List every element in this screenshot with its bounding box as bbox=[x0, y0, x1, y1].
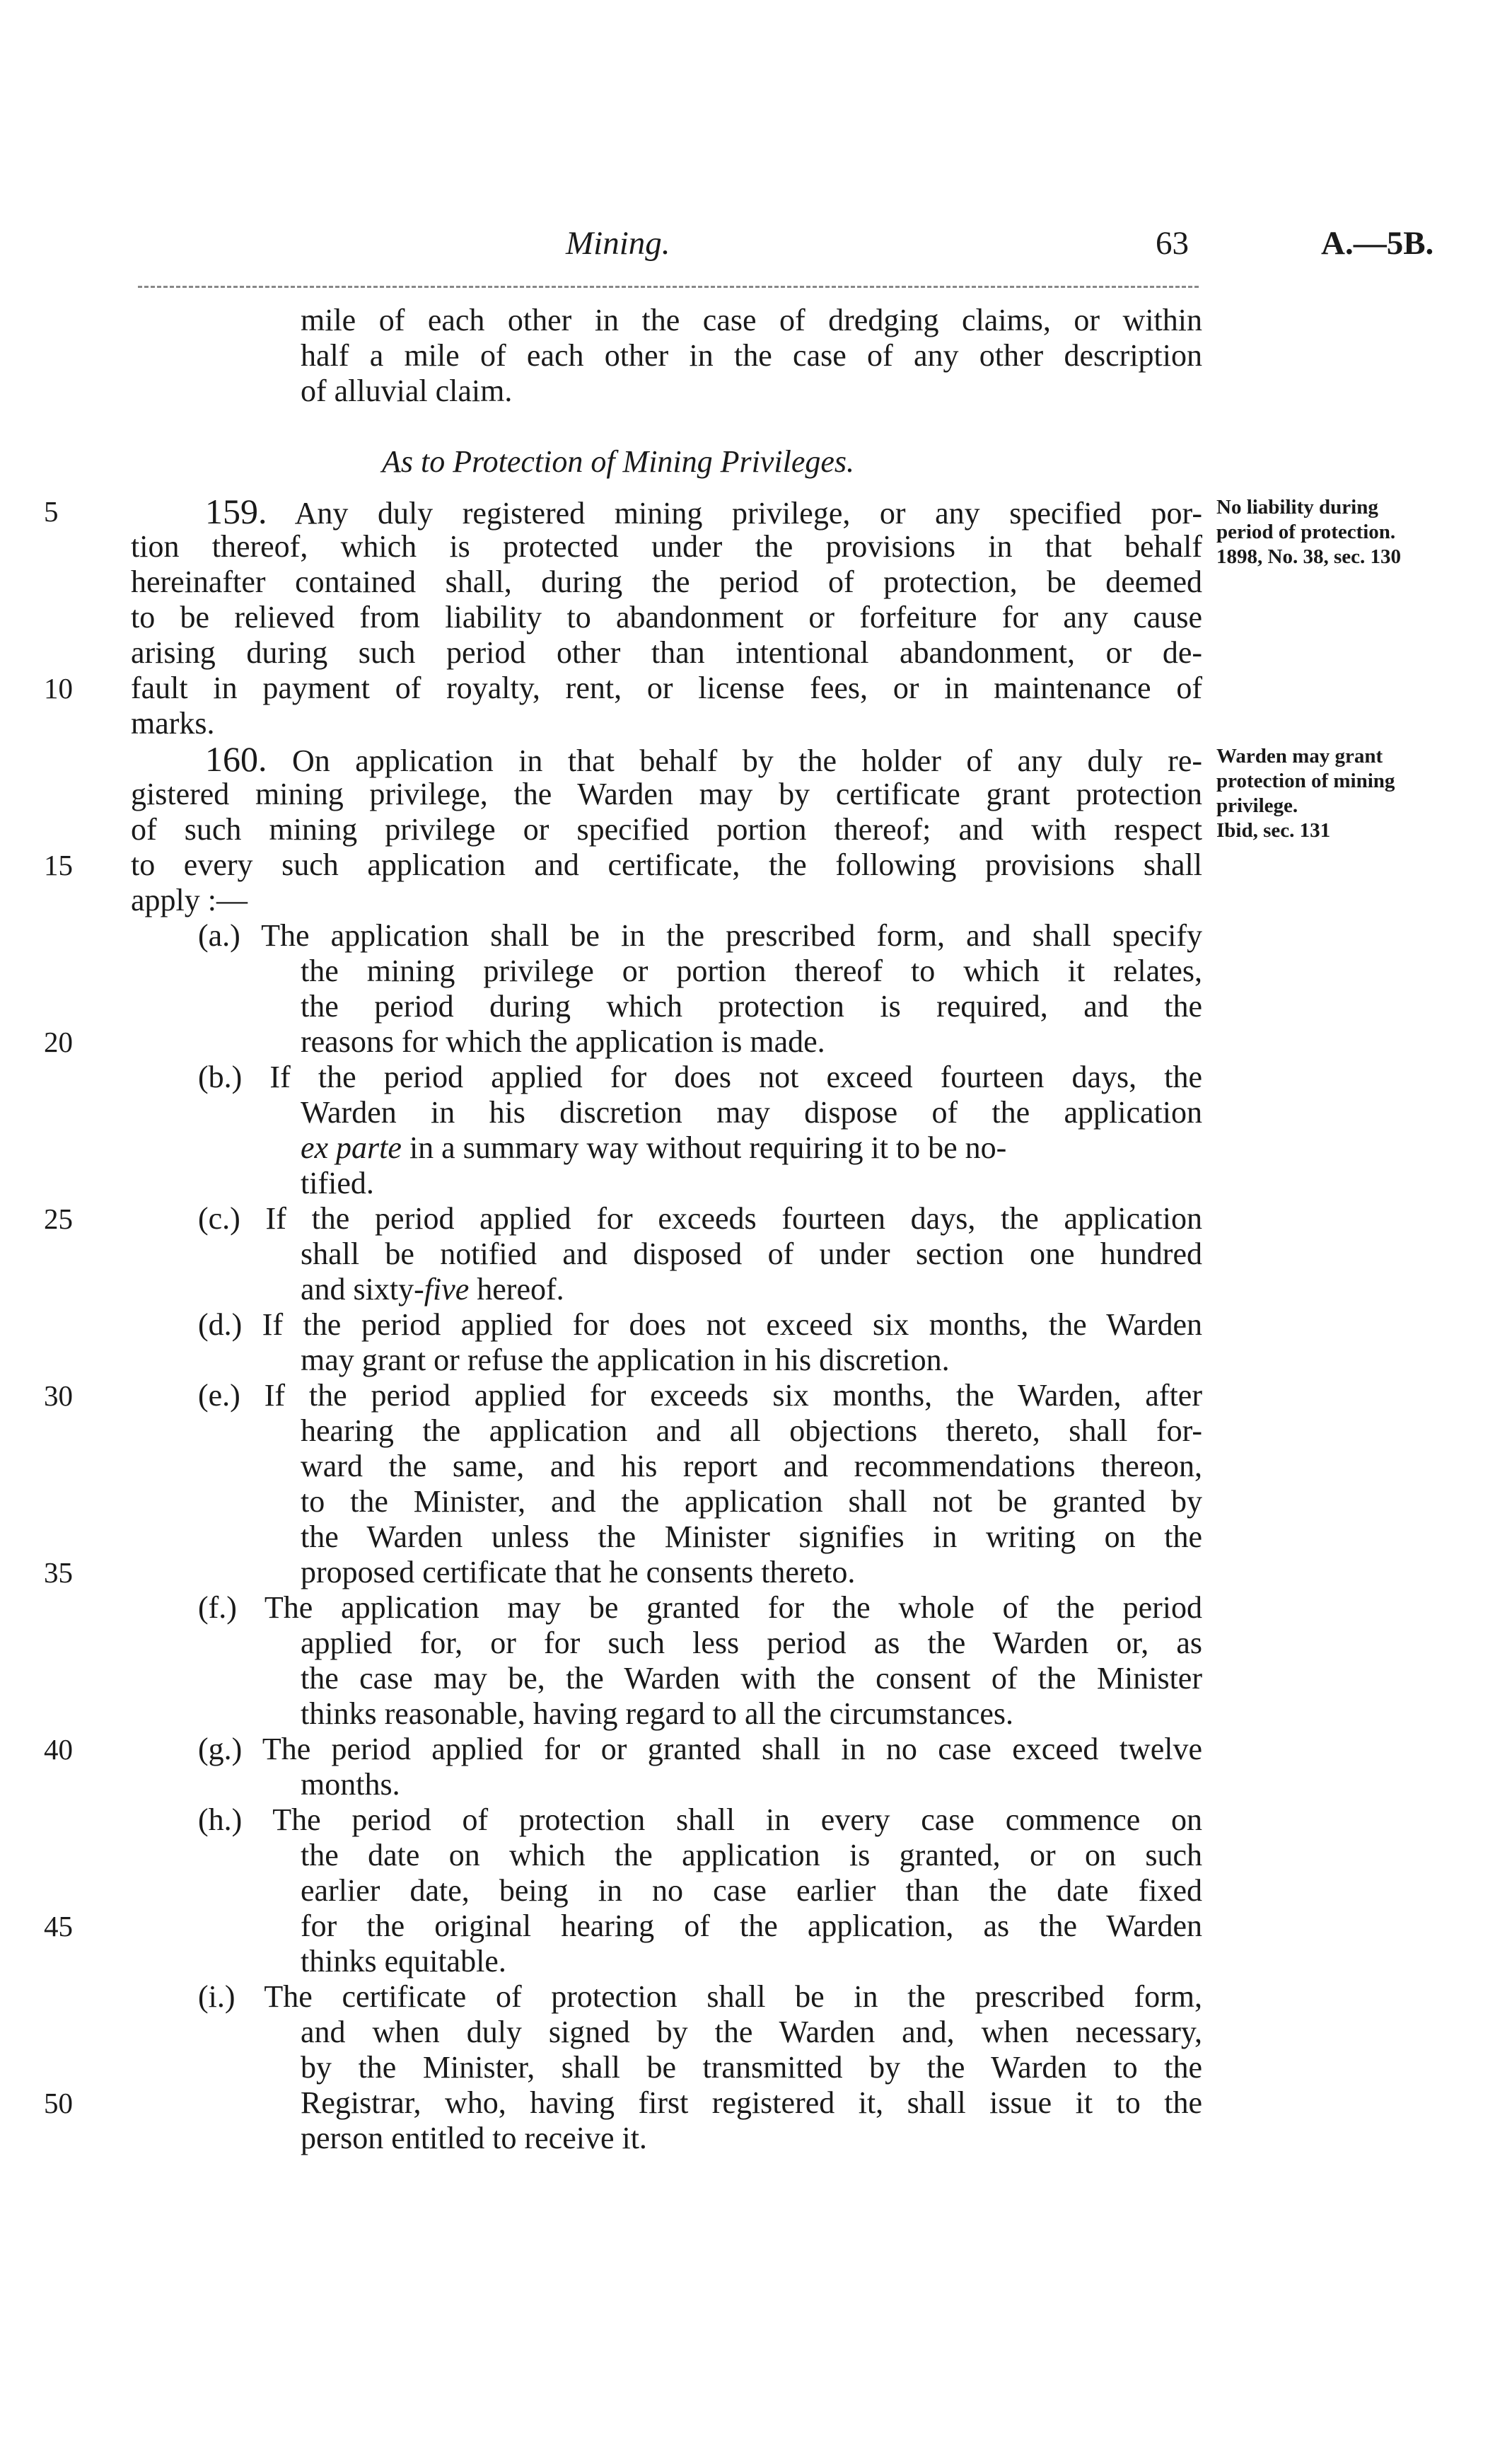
line-number: 50 bbox=[44, 2087, 73, 2119]
section-159-line: 159. Any duly registered mining privilege, or any specified por- bbox=[205, 492, 1202, 531]
text-line: apply :— bbox=[131, 883, 248, 917]
text-line: thinks reasonable, having regard to all the circumstances. bbox=[301, 1696, 1013, 1731]
text-line: of such mining privilege or specified portion thereof; and with respect bbox=[131, 812, 1202, 847]
text-line: applied for, or for such less period as the Warden or, as bbox=[301, 1626, 1202, 1660]
line-number: 40 bbox=[44, 1733, 73, 1766]
margin-note-159: No liability during period of protection. 1898, No. 38, sec. 130 bbox=[1216, 496, 1401, 568]
page-number: 63 bbox=[1156, 225, 1189, 262]
text-line: the period during which protection is required, and the bbox=[301, 989, 1202, 1024]
text-line: by the Minister, shall be transmitted by the Warden to the bbox=[301, 2050, 1202, 2085]
line-number: 30 bbox=[44, 1379, 73, 1412]
text-line: proposed certificate that he consents thereto. bbox=[301, 1555, 856, 1589]
text-line: to every such application and certificate, the following provisions shall bbox=[131, 847, 1202, 882]
text-line: months. bbox=[301, 1767, 400, 1802]
line-number: 20 bbox=[44, 1026, 73, 1058]
text-line: Registrar, who, having first registered it, shall issue it to the bbox=[301, 2085, 1202, 2120]
text-line: mile of each other in the case of dredging claims, or within bbox=[301, 303, 1202, 337]
section-160-line: 160. On application in that behalf by the holder of any duly re- bbox=[205, 739, 1202, 779]
document-code: A.—5B. bbox=[1321, 225, 1434, 262]
text-line: marks. bbox=[131, 706, 215, 741]
clause-e: (e.) If the period applied for exceeds six months, the Warden, after bbox=[198, 1378, 1202, 1413]
text-line: hearing the application and all objections thereto, shall for- bbox=[301, 1413, 1202, 1448]
line-number: 15 bbox=[44, 849, 73, 881]
clause-i: (i.) The certificate of protection shall be in the prescribed form, bbox=[198, 1979, 1202, 2014]
text-line: the mining privilege or portion thereof to which it relates, bbox=[301, 954, 1202, 988]
text-line: reasons for which the application is made. bbox=[301, 1024, 825, 1059]
line-number: 35 bbox=[44, 1556, 73, 1589]
text-line: to be relieved from liability to abandonment or forfeiture for any cause bbox=[131, 600, 1202, 635]
clause-f: (f.) The application may be granted for the whole of the period bbox=[198, 1590, 1202, 1625]
section-number: 160. bbox=[205, 739, 267, 779]
text-line: shall be notified and disposed of under section one hundred bbox=[301, 1236, 1202, 1271]
text-line: may grant or refuse the application in his discretion. bbox=[301, 1343, 950, 1377]
text-line: to the Minister, and the application shall not be granted by bbox=[301, 1484, 1202, 1519]
text-line: and when duly signed by the Warden and, when necessary, bbox=[301, 2015, 1202, 2049]
text-line: the date on which the application is granted, or on such bbox=[301, 1838, 1202, 1872]
text-line: and sixty-five hereof. bbox=[301, 1272, 564, 1307]
clause-c: (c.) If the period applied for exceeds fourteen days, the application bbox=[198, 1201, 1202, 1236]
text-line: of alluvial claim. bbox=[301, 373, 513, 408]
header-rule bbox=[138, 286, 1199, 288]
text-line: tion thereof, which is protected under the provisions in that behalf bbox=[131, 529, 1202, 564]
text-line: ward the same, and his report and recommendations thereon, bbox=[301, 1449, 1202, 1483]
line-number: 5 bbox=[44, 495, 59, 528]
text-line: earlier date, being in no case earlier than the date fixed bbox=[301, 1873, 1202, 1908]
line-number: 45 bbox=[44, 1910, 73, 1942]
text-line: ex parte in a summary way without requiring it to be no- bbox=[301, 1130, 1007, 1165]
text-line: arising during such period other than intentional abandonment, or de- bbox=[131, 635, 1202, 670]
text-line: person entitled to receive it. bbox=[301, 2121, 647, 2155]
margin-note-160: Warden may grant protection of mining privilege. Ibid, sec. 131 bbox=[1216, 745, 1395, 842]
text-line: for the original hearing of the application, as the Warden bbox=[301, 1908, 1202, 1943]
text-line: the Warden unless the Minister signifies in writing on the bbox=[301, 1519, 1202, 1554]
running-title: Mining. bbox=[566, 225, 670, 262]
text-line: hereinafter contained shall, during the period of protection, be deemed bbox=[131, 564, 1202, 599]
text-line: half a mile of each other in the case of any other description bbox=[301, 338, 1202, 373]
clause-a: (a.) The application shall be in the prescribed form, and shall specify bbox=[198, 918, 1202, 953]
clause-b: (b.) If the period applied for does not exceed fourteen days, the bbox=[198, 1060, 1202, 1094]
text-line: the case may be, the Warden with the consent of the Minister bbox=[301, 1661, 1202, 1696]
section-heading: As to Protection of Mining Privileges. bbox=[382, 444, 855, 479]
text-line: Warden in his discretion may dispose of the application bbox=[301, 1095, 1202, 1130]
section-number: 159. bbox=[205, 492, 267, 531]
text-line: thinks equitable. bbox=[301, 1944, 506, 1979]
line-number: 25 bbox=[44, 1203, 73, 1235]
text-line: tified. bbox=[301, 1166, 374, 1200]
clause-d: (d.) If the period applied for does not exceed six months, the Warden bbox=[198, 1307, 1202, 1342]
text-line: gistered mining privilege, the Warden may by certificate grant protection bbox=[131, 777, 1202, 811]
line-number: 10 bbox=[44, 672, 73, 705]
text-line: fault in payment of royalty, rent, or license fees, or in maintenance of bbox=[131, 671, 1202, 705]
clause-g: (g.) The period applied for or granted shall in no case exceed twelve bbox=[198, 1732, 1202, 1766]
clause-h: (h.) The period of protection shall in every case commence on bbox=[198, 1802, 1202, 1837]
